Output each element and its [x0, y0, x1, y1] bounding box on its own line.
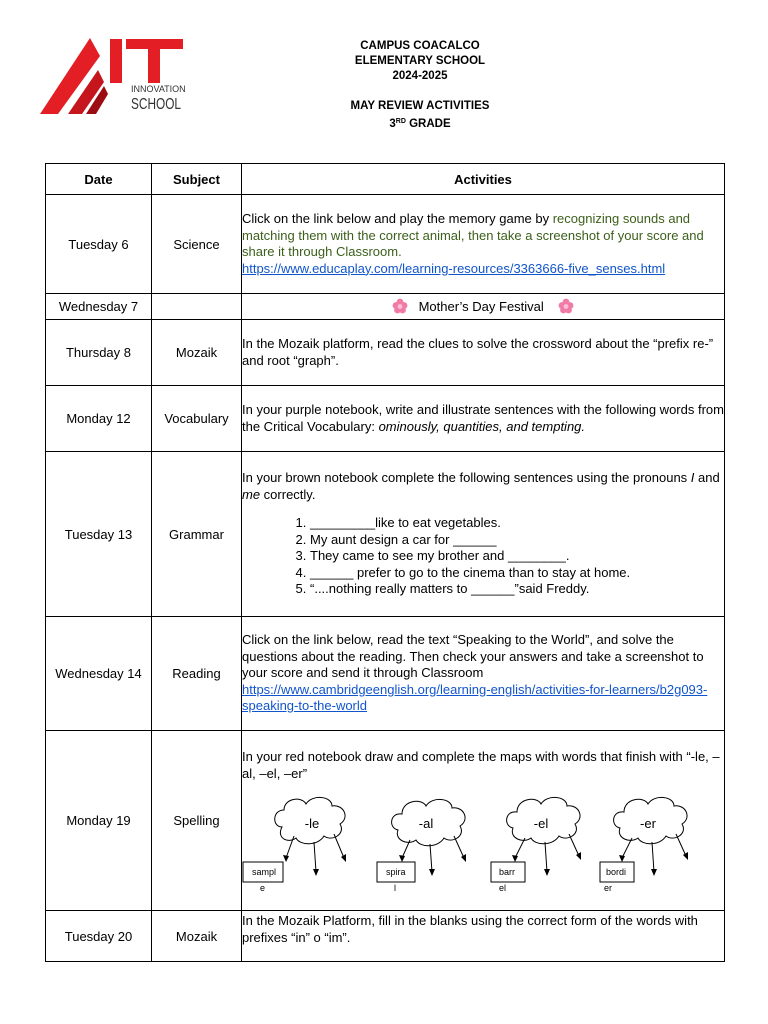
row-subject: Reading [152, 617, 242, 731]
map-ending: -er [640, 816, 656, 831]
header-activities: Activities [242, 164, 725, 195]
row-subject: Mozaik [152, 320, 242, 386]
word-map [372, 792, 502, 892]
row-subject: Mozaik [152, 911, 242, 962]
flower-icon [392, 298, 408, 314]
school-year: 2024-2025 [392, 70, 448, 82]
row-date: Tuesday 13 [46, 452, 152, 617]
document-header [300, 39, 540, 132]
school-name: ELEMENTARY SCHOOL [354, 55, 486, 67]
word-map [594, 792, 724, 892]
row-subject: Science [152, 195, 242, 294]
table-row [46, 731, 725, 911]
table-header-row [46, 164, 725, 195]
table-row [46, 386, 725, 452]
cloud-icon [594, 792, 724, 892]
vocabulary-words: ominously, quantities, and tempting. [378, 418, 586, 434]
activity-text: Click on the link below, read the text “Speaking to the World”, and solve the questions about the reading. Then check your answers and take a screenshot to your score and send it through Classroom [242, 632, 704, 681]
row-date: Tuesday 6 [46, 195, 152, 294]
table-row [46, 911, 725, 962]
cloud-icon [372, 792, 502, 892]
row-date: Monday 19 [46, 731, 152, 911]
map-word-end: e [260, 883, 266, 893]
row-subject: Vocabulary [152, 386, 242, 452]
grade-number: 3 [389, 118, 396, 130]
row-date: Monday 12 [46, 386, 152, 452]
row-activity: In the Mozaik platform, read the clues to solve the crossword about the “prefix re-” and root “graph”. [242, 320, 725, 386]
row-date: Tuesday 20 [46, 911, 152, 962]
row-subject: Grammar [152, 452, 242, 617]
row-activity: In the Mozaik Platform, fill in the blanks using the correct form of the words with prefixes “in” o “im”. [242, 911, 725, 962]
map-word: barr [499, 867, 516, 877]
row-date: Wednesday 14 [46, 617, 152, 731]
map-word: spira [386, 867, 406, 877]
activity-highlight-text: recognizing sounds and matching them with the correct animal, then take a screenshot of your score and share it through Classroom. [242, 211, 704, 259]
grade-line [300, 114, 540, 132]
sentence-list [242, 515, 724, 598]
grade-word: GRADE [409, 118, 451, 130]
word-map [242, 792, 372, 892]
table-row [46, 294, 725, 320]
table-row [46, 452, 725, 617]
map-word-end: el [499, 883, 507, 893]
activity-text: In your red notebook draw and complete the maps with words that finish with “-le, –al, –el, –er” [242, 749, 720, 781]
map-ending: -el [533, 816, 549, 831]
grammar-intro-text: In your brown notebook complete the following sentences using the pronouns [242, 470, 691, 486]
list-item: 3. They came to see my brother and ________. [310, 548, 724, 565]
school-logo [38, 36, 188, 116]
map-word-end: er [604, 883, 613, 893]
row-activity [242, 617, 725, 731]
festival-text: Mother’s Day Festival [418, 298, 544, 314]
header-subject: Subject [152, 164, 242, 195]
map-word-end: l [394, 883, 396, 893]
row-activity [242, 294, 725, 320]
grammar-intro-end: correctly. [260, 486, 316, 502]
list-item: 2. My aunt design a car for ______ [310, 532, 724, 549]
row-activity [242, 195, 725, 294]
map-word: bordi [606, 867, 627, 877]
list-item: 5. “....nothing really matters to ______”said Freddy. [310, 581, 724, 598]
activity-text: Click on the link below and play the memory game by [242, 211, 553, 226]
map-ending: -le [304, 816, 320, 831]
row-subject [152, 294, 242, 320]
grammar-intro-and: and [694, 470, 720, 486]
logo-line2: SCHOOL [131, 96, 182, 113]
campus-name: CAMPUS COACALCO [360, 40, 480, 52]
map-word: sampl [252, 867, 277, 877]
row-subject: Spelling [152, 731, 242, 911]
row-activity [242, 386, 725, 452]
activity-text: In your purple notebook, write and illustrate sentences with the following words from the Critical Vocabulary: [242, 402, 724, 434]
activities-table [45, 163, 725, 962]
word-maps [242, 792, 724, 892]
row-activity [242, 452, 725, 617]
row-activity [242, 731, 725, 911]
row-date: Thursday 8 [46, 320, 152, 386]
table-row [46, 320, 725, 386]
pronoun-me: me [242, 486, 261, 502]
grade-suffix: RD [395, 118, 406, 125]
grammar-intro [242, 470, 724, 503]
cloud-icon [242, 792, 372, 892]
pronoun-i: I [690, 470, 695, 486]
educaplay-link[interactable]: https://www.educaplay.com/learning-resources/3363666-five_senses.html [242, 260, 666, 276]
document-title: MAY REVIEW ACTIVITIES [350, 100, 490, 112]
logo-line1: INNOVATION [131, 84, 186, 94]
table-row [46, 617, 725, 731]
header-date: Date [46, 164, 152, 195]
map-ending: -al [418, 816, 434, 831]
cambridge-link[interactable]: https://www.cambridgeenglish.org/learning-english/activities-for-learners/b2g093-speaking-to-the-world [242, 681, 708, 714]
row-date: Wednesday 7 [46, 294, 152, 320]
flower-icon [558, 298, 574, 314]
logo-triangle-icon [38, 36, 188, 116]
table-row [46, 195, 725, 294]
list-item: 4. ______ prefer to go to the cinema than to stay at home. [310, 565, 724, 582]
list-item: 1. _________like to eat vegetables. [310, 515, 724, 532]
